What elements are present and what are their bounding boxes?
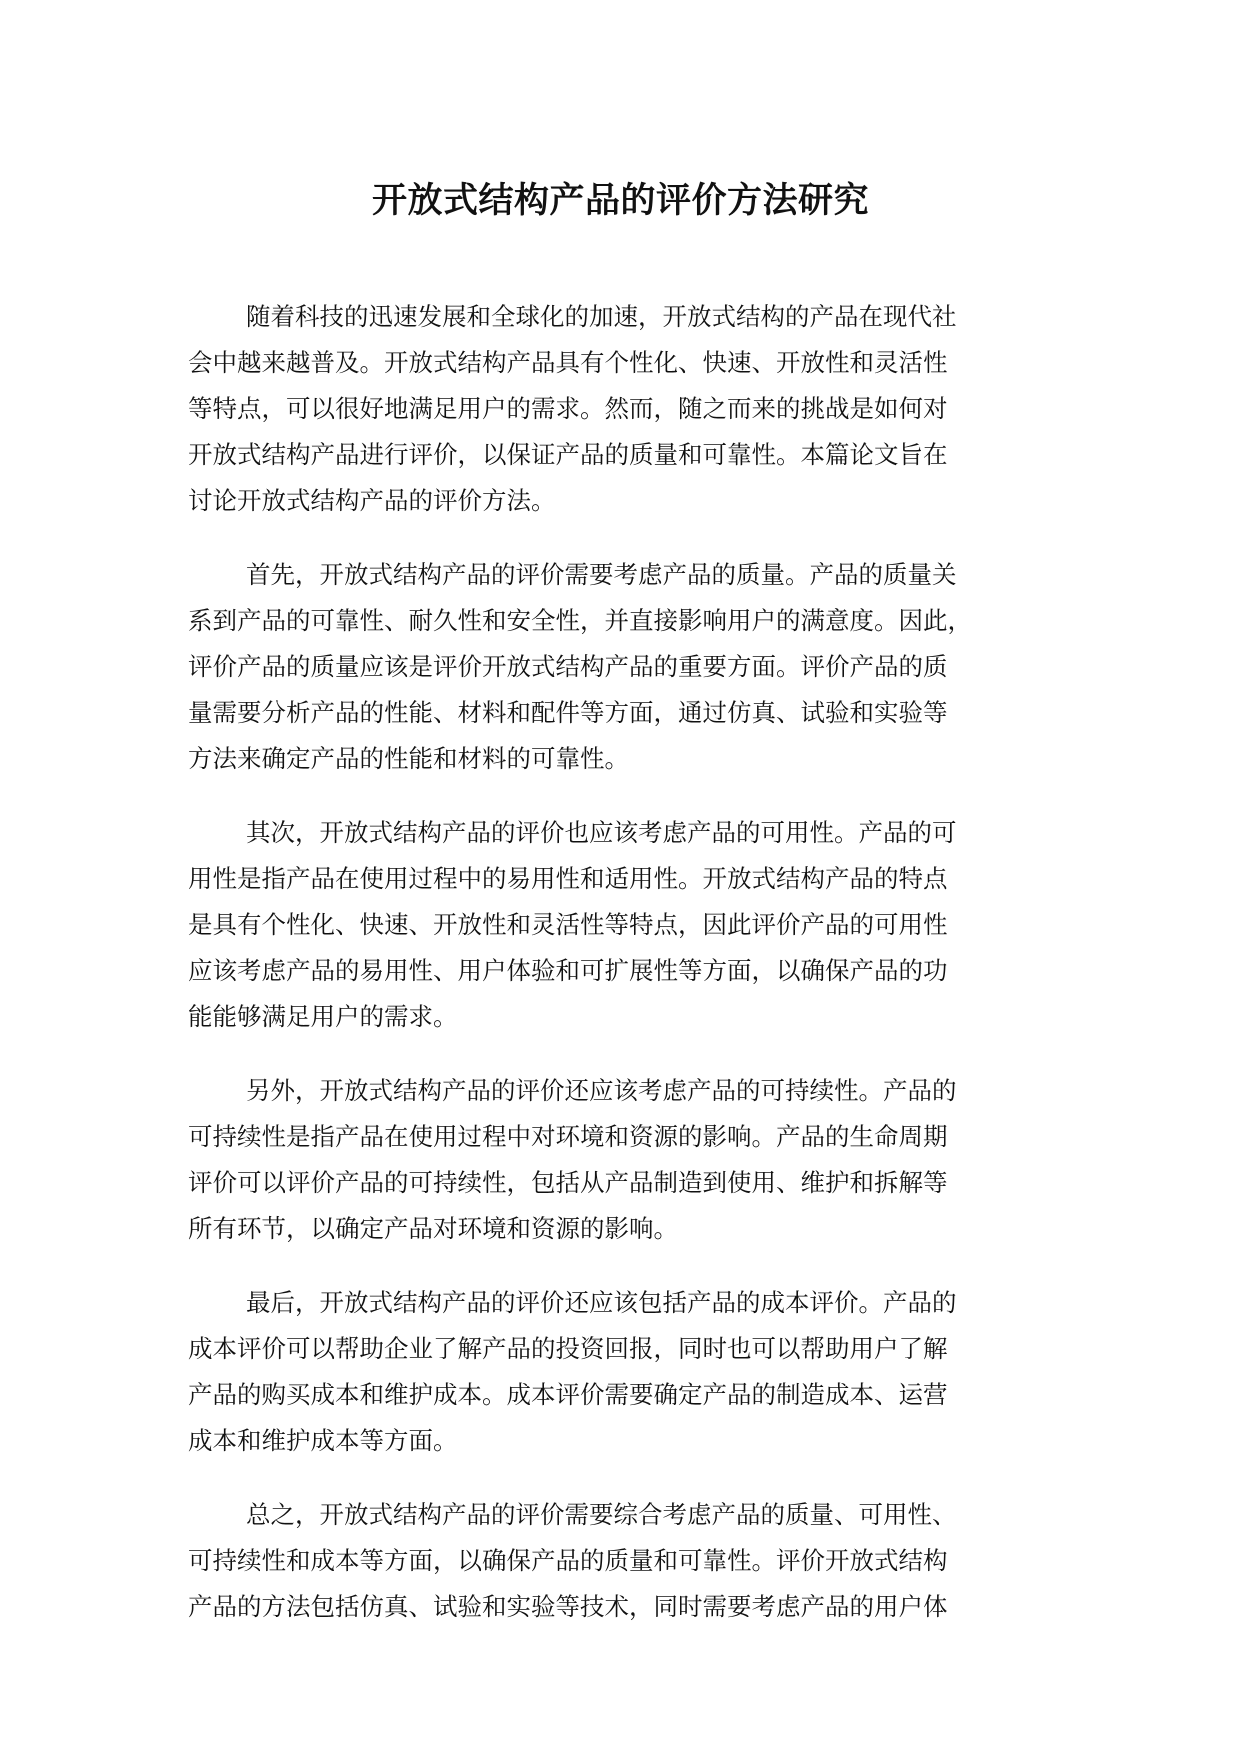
- body-paragraph: [188, 552, 1080, 782]
- text-line: 产品的方法包括仿真、试验和实验等技术，同时需要考虑产品的用户体: [188, 1592, 948, 1621]
- text-line: 开放式结构产品进行评价，以保证产品的质量和可靠性。本篇论文旨在: [188, 440, 948, 469]
- text-line: 会中越来越普及。开放式结构产品具有个性化、快速、开放性和灵活性: [188, 348, 948, 377]
- document-body: [188, 294, 1080, 1658]
- body-paragraph: [188, 1068, 1080, 1252]
- text-line: 成本评价可以帮助企业了解产品的投资回报，同时也可以帮助用户了解: [188, 1334, 948, 1363]
- body-paragraph: [188, 294, 1080, 524]
- text-line: 是具有个性化、快速、开放性和灵活性等特点，因此评价产品的可用性: [188, 910, 948, 939]
- body-paragraph: [188, 1492, 1080, 1630]
- text-line: 最后，开放式结构产品的评价还应该包括产品的成本评价。产品的: [246, 1288, 957, 1317]
- text-line: 量需要分析产品的性能、材料和配件等方面，通过仿真、试验和实验等: [188, 698, 948, 727]
- body-paragraph: [188, 1280, 1080, 1464]
- text-line: 系到产品的可靠性、耐久性和安全性，并直接影响用户的满意度。因此，: [188, 606, 972, 635]
- text-line: 成本和维护成本等方面。: [188, 1426, 458, 1455]
- text-line: 可持续性和成本等方面，以确保产品的质量和可靠性。评价开放式结构: [188, 1546, 948, 1575]
- text-line: 应该考虑产品的易用性、用户体验和可扩展性等方面，以确保产品的功: [188, 956, 948, 985]
- text-line: 方法来确定产品的性能和材料的可靠性。: [188, 744, 629, 773]
- text-line: 所有环节，以确定产品对环境和资源的影响。: [188, 1214, 678, 1243]
- text-line: 能能够满足用户的需求。: [188, 1002, 458, 1031]
- text-line: 首先，开放式结构产品的评价需要考虑产品的质量。产品的质量关: [246, 560, 957, 589]
- text-line: 总之，开放式结构产品的评价需要综合考虑产品的质量、可用性、: [246, 1500, 957, 1529]
- text-line: 产品的购买成本和维护成本。成本评价需要确定产品的制造成本、运营: [188, 1380, 948, 1409]
- body-paragraph: [188, 810, 1080, 1040]
- text-line: 讨论开放式结构产品的评价方法。: [188, 486, 556, 515]
- text-line: 其次，开放式结构产品的评价也应该考虑产品的可用性。产品的可: [246, 818, 957, 847]
- text-line: 另外，开放式结构产品的评价还应该考虑产品的可持续性。产品的: [246, 1076, 957, 1105]
- text-line: 评价产品的质量应该是评价开放式结构产品的重要方面。评价产品的质: [188, 652, 948, 681]
- text-line: 评价可以评价产品的可持续性，包括从产品制造到使用、维护和拆解等: [188, 1168, 948, 1197]
- text-line: 用性是指产品在使用过程中的易用性和适用性。开放式结构产品的特点: [188, 864, 948, 893]
- document-title: 开放式结构产品的评价方法研究: [371, 181, 869, 221]
- text-line: 等特点，可以很好地满足用户的需求。然而，随之而来的挑战是如何对: [188, 394, 948, 423]
- text-line: 随着科技的迅速发展和全球化的加速，开放式结构的产品在现代社: [246, 302, 957, 331]
- text-line: 可持续性是指产品在使用过程中对环境和资源的影响。产品的生命周期: [188, 1122, 948, 1151]
